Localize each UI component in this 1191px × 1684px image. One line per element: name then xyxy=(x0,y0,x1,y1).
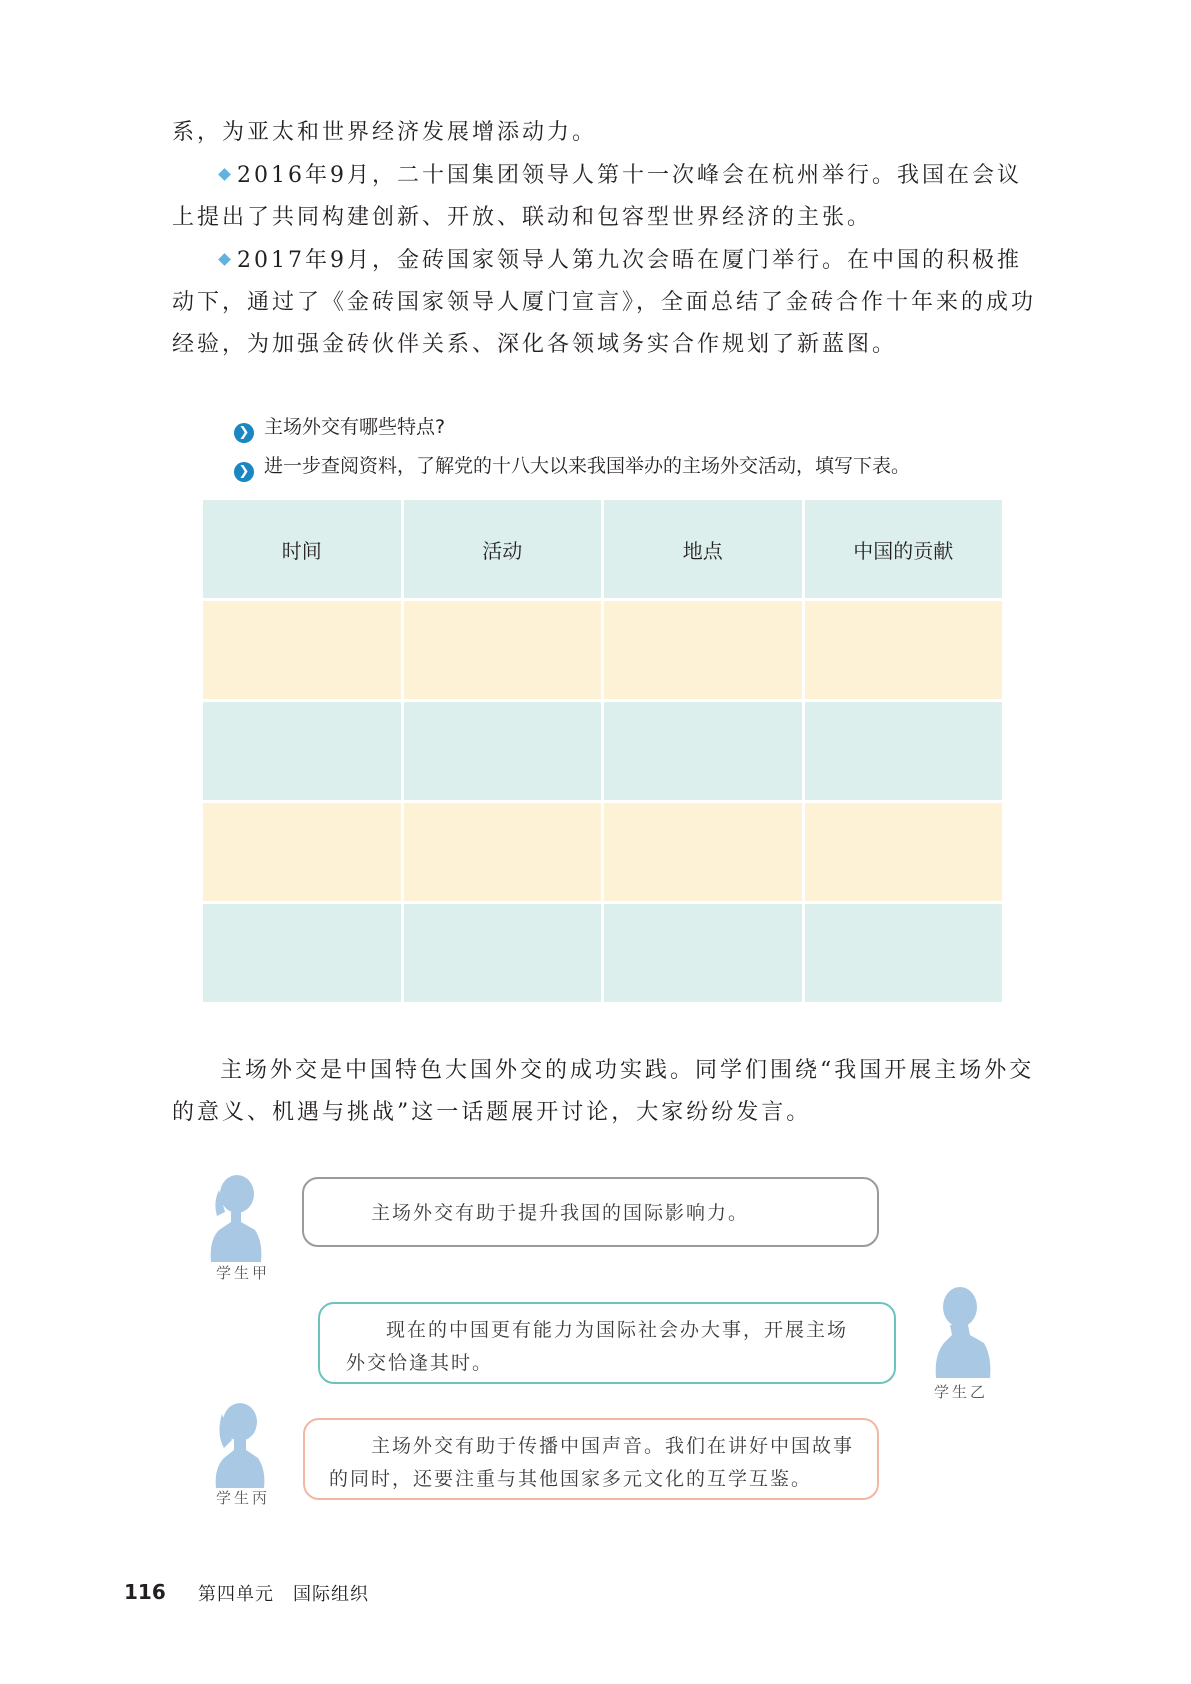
speech-line: 外交恰逢其时。 xyxy=(346,1352,494,1374)
table-cell[interactable] xyxy=(203,803,401,901)
paragraph-continued xyxy=(172,112,1040,154)
speech-bubble xyxy=(318,1302,896,1384)
question-text: 主场外交有哪些特点? xyxy=(264,416,446,438)
paragraph-text: 主场外交是中国特色大国外交的成功实践。同学们围绕“我国开展主场外交的意义、机遇与挑战”这一话题展开讨论，大家纷纷发言。 xyxy=(172,1058,1035,1125)
speech-text: 主场外交有助于提升我国的国际影响力。 xyxy=(371,1202,750,1224)
unit-title: 第四单元 国际组织 xyxy=(198,1584,369,1605)
table-cell[interactable] xyxy=(404,803,602,901)
question-text: 进一步查阅资料，了解党的十八大以来我国举办的主场外交活动，填写下表。 xyxy=(264,455,911,477)
question-2 xyxy=(234,453,910,482)
student-girl-silhouette-icon xyxy=(210,1400,268,1488)
table-cell[interactable] xyxy=(404,702,602,800)
table-cell[interactable] xyxy=(604,702,802,800)
header-time: 时间 xyxy=(203,500,401,598)
table-cell[interactable] xyxy=(404,601,602,699)
table-cell[interactable] xyxy=(805,601,1003,699)
table-cell[interactable] xyxy=(203,601,401,699)
table-cell[interactable] xyxy=(604,904,802,1002)
paragraph-discussion xyxy=(172,1050,1040,1134)
paragraph-g20 xyxy=(172,155,1040,239)
student-girl-silhouette-icon xyxy=(205,1172,265,1262)
paragraph-text: 系，为亚太和世界经济发展增添动力。 xyxy=(172,120,598,145)
table-row xyxy=(203,803,1002,901)
table-cell[interactable] xyxy=(604,601,802,699)
table-cell[interactable] xyxy=(203,904,401,1002)
header-contribution: 中国的贡献 xyxy=(805,500,1003,598)
student-label: 学生乙 xyxy=(934,1383,989,1401)
table-row xyxy=(203,601,1002,699)
arrow-right-icon: ❯ xyxy=(234,423,254,443)
speech-line: 的同时，还要注重与其他国家多元文化的互学互鉴。 xyxy=(329,1468,813,1490)
arrow-right-icon: ❯ xyxy=(234,462,254,482)
table-cell[interactable] xyxy=(203,702,401,800)
header-location: 地点 xyxy=(604,500,802,598)
paragraph-brics xyxy=(172,240,1040,366)
paragraph-text: 2017年9月，金砖国家领导人第九次会晤在厦门举行。在中国的积极推动下，通过了《金砖国家领导人厦门宣言》，全面总结了金砖合作十年来的成功经验，为加强金砖伙伴关系、深化各领域务实合作规划了新蓝图。 xyxy=(172,248,1037,357)
table-header-row xyxy=(203,500,1002,598)
question-1 xyxy=(234,414,445,443)
table-row xyxy=(203,904,1002,1002)
table-cell[interactable] xyxy=(404,904,602,1002)
table-cell[interactable] xyxy=(805,702,1003,800)
table-cell[interactable] xyxy=(604,803,802,901)
speech-line: 主场外交有助于传播中国声音。我们在讲好中国故事 xyxy=(371,1435,855,1457)
diamond-bullet-icon xyxy=(218,253,231,266)
paragraph-text: 2016年9月，二十国集团领导人第十一次峰会在杭州举行。我国在会议上提出了共同构建创新、开放、联动和包容型世界经济的主张。 xyxy=(172,163,1022,230)
table-row xyxy=(203,702,1002,800)
speech-bubble xyxy=(303,1418,879,1500)
student-boy-silhouette-icon xyxy=(932,1283,994,1378)
student-label: 学生甲 xyxy=(216,1264,271,1282)
student-label: 学生丙 xyxy=(216,1489,271,1507)
header-activity: 活动 xyxy=(404,500,602,598)
table-cell[interactable] xyxy=(805,904,1003,1002)
activity-table xyxy=(200,497,1005,1005)
speech-bubble xyxy=(302,1177,879,1247)
speech-line: 现在的中国更有能力为国际社会办大事，开展主场 xyxy=(386,1319,849,1341)
page-number: 116 xyxy=(124,1580,166,1604)
diamond-bullet-icon xyxy=(218,168,231,181)
table-cell[interactable] xyxy=(805,803,1003,901)
